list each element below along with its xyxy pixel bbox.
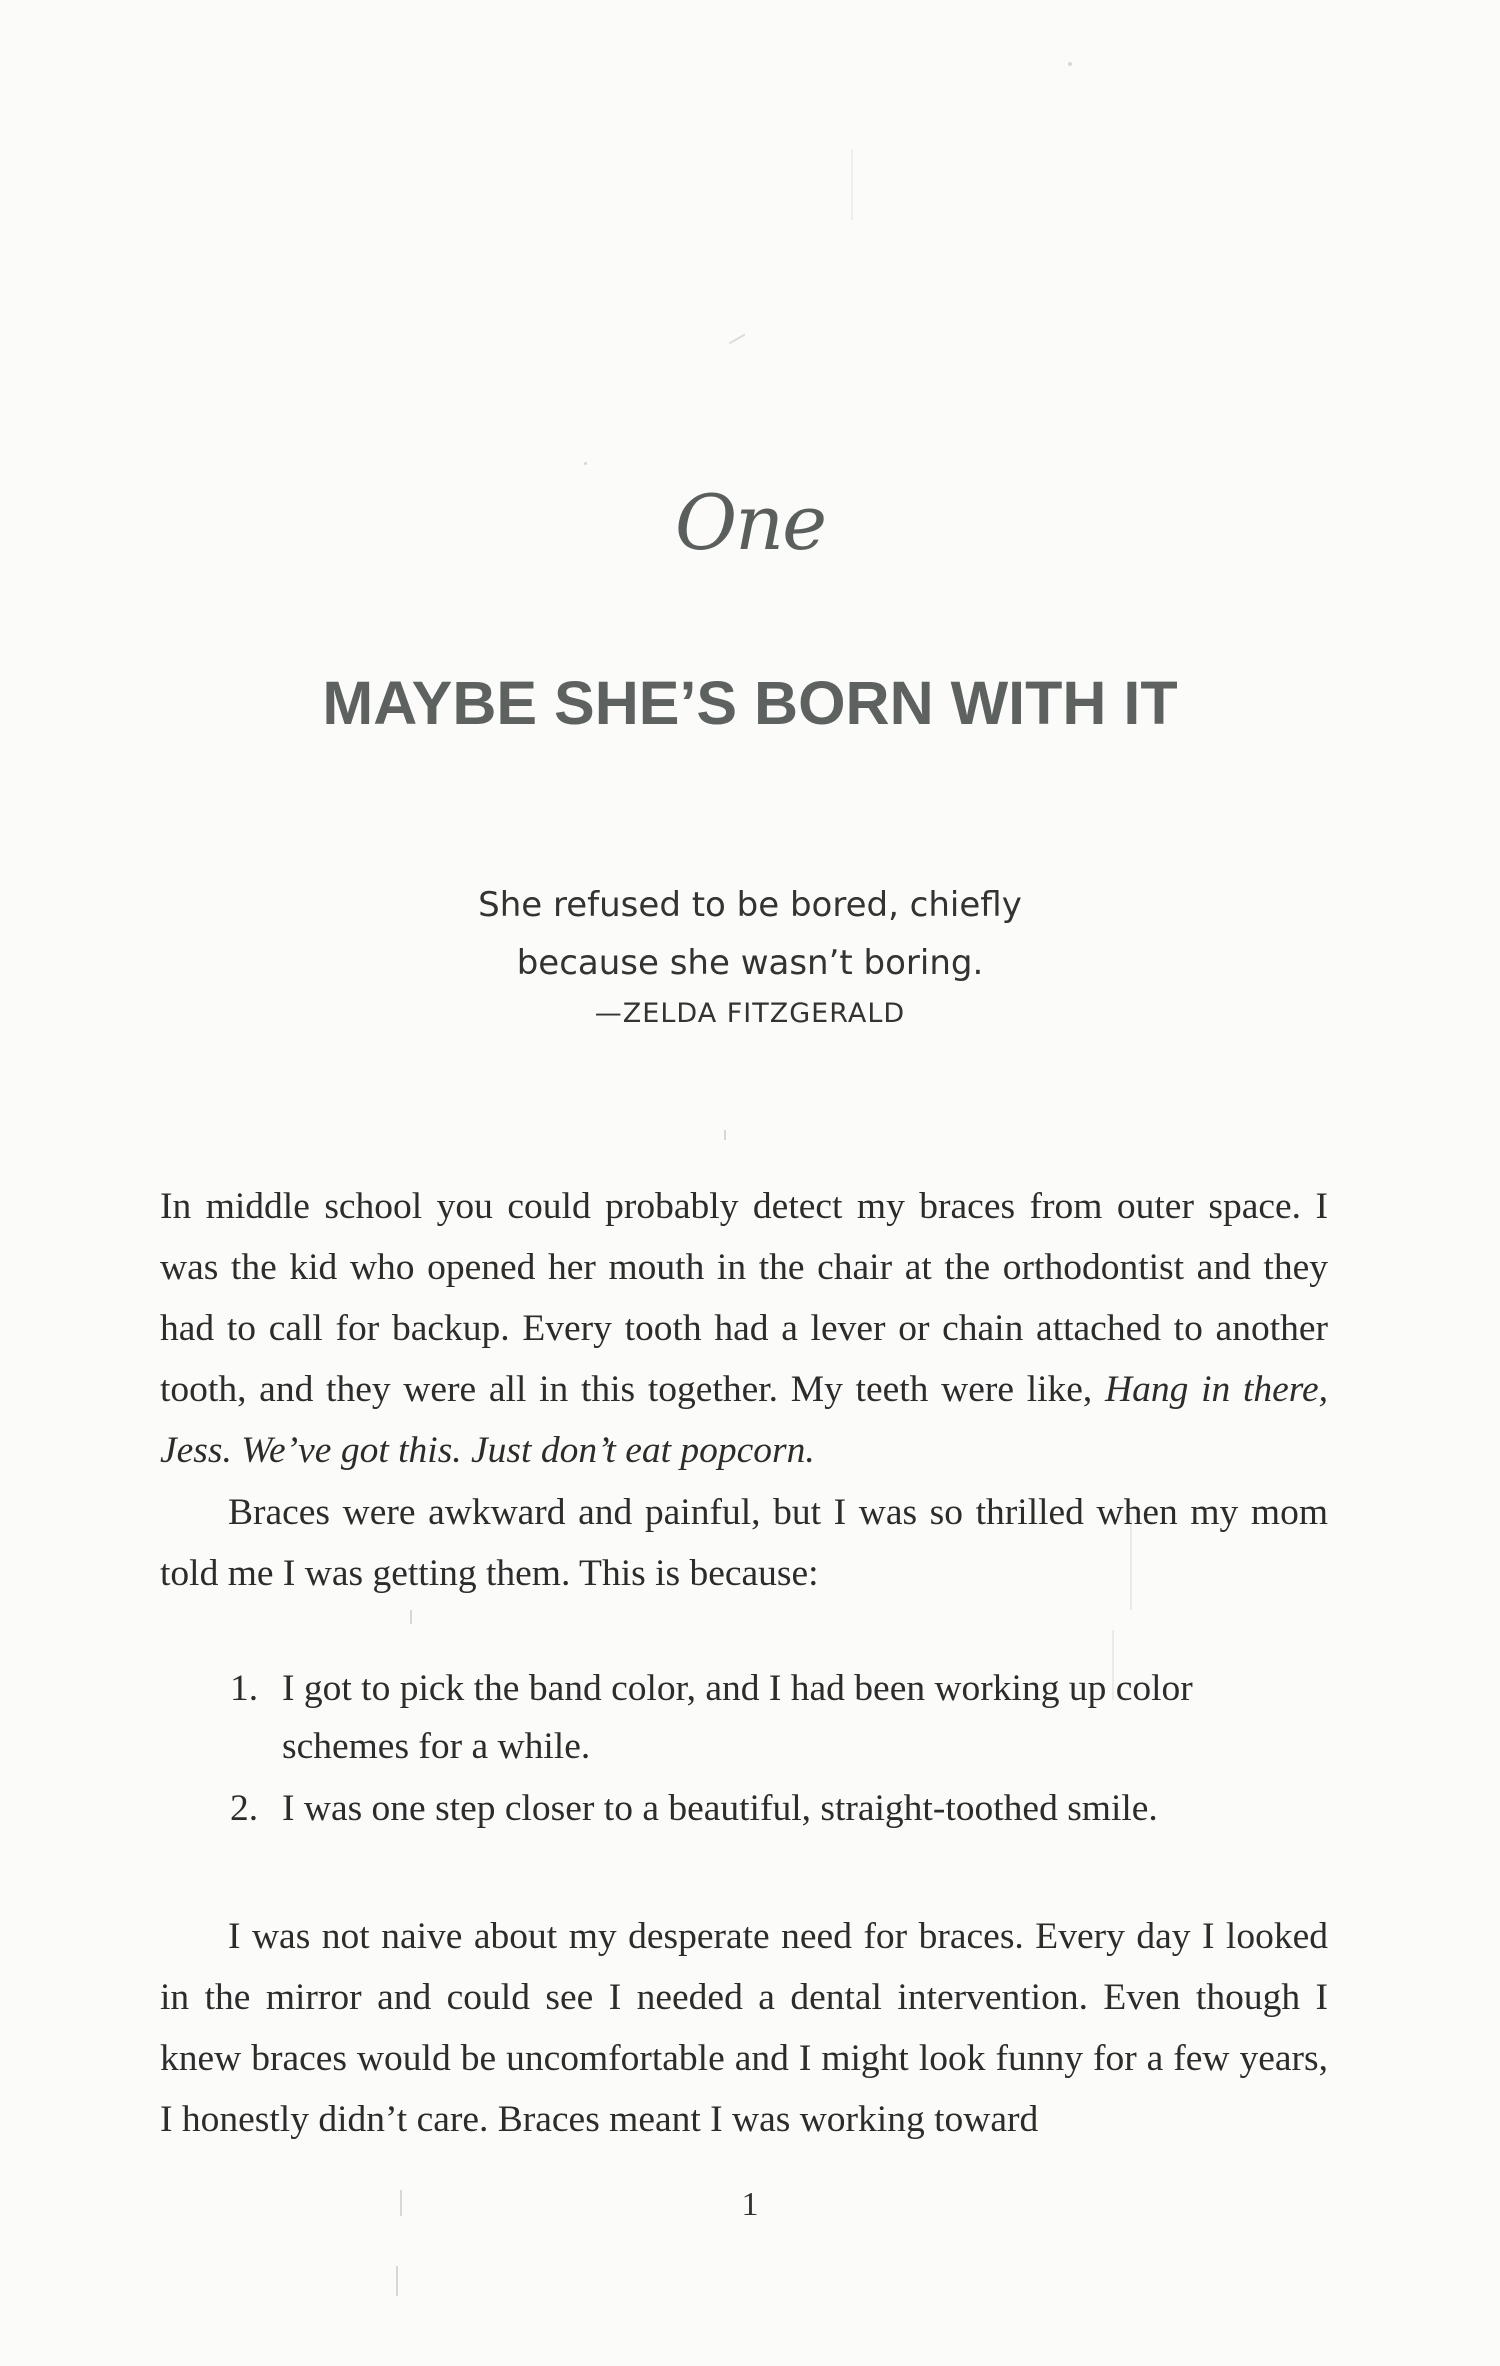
paragraph-1-text: In middle school you could probably detect my braces from outer space. I was the kid who opened her mouth in the chair at the orthodontist and they had to call for backup. Every tooth had a lever or chain attached to another tooth, and they were all in this together. My teeth were like, bbox=[160, 1186, 1328, 1410]
paragraph-3: I was not naive about my desperate need for braces. Every day I looked in the mirror and could see I needed a dental intervention. Even though I knew braces would be uncomfortable and I might look funny for a few years, I honestly didn’t care. Braces meant I was working toward bbox=[160, 1916, 1328, 2140]
epigraph-line-1: She refused to be bored, chiefly bbox=[478, 885, 1022, 925]
chapter-title: MAYBE SHE’S BORN WITH IT bbox=[322, 669, 1178, 737]
scan-speck bbox=[1068, 62, 1072, 66]
scan-speck bbox=[584, 462, 587, 465]
epigraph-attribution: —ZELDA FITZGERALD bbox=[594, 998, 906, 1029]
paragraph-2: Braces were awkward and painful, but I was so thrilled when my mom told me I was getting them. This is because: bbox=[160, 1492, 1328, 1594]
list-item-text: I was one step closer to a beautiful, straight-toothed smile. bbox=[282, 1788, 1158, 1829]
reasons-list bbox=[230, 1660, 1290, 1842]
epigraph-line-2: because she wasn’t boring. bbox=[516, 943, 984, 983]
chapter-number: One bbox=[674, 478, 826, 567]
scan-speck bbox=[410, 1610, 412, 1624]
list-item-number: 2. bbox=[230, 1788, 259, 1829]
list-item-number: 1. bbox=[230, 1668, 259, 1709]
paragraph-1 bbox=[160, 1176, 1328, 1481]
list-item bbox=[230, 1780, 1290, 1838]
scan-speck bbox=[396, 2266, 398, 2296]
list-item-text: I got to pick the band color, and I had been working up color schemes for a while. bbox=[282, 1668, 1193, 1767]
list-item bbox=[230, 1660, 1290, 1776]
scan-speck bbox=[851, 150, 853, 220]
scan-speck bbox=[729, 334, 746, 345]
page-number: 1 bbox=[741, 2186, 759, 2223]
epigraph bbox=[0, 876, 1500, 1036]
scan-speck bbox=[724, 1130, 726, 1140]
paragraph-1-italic: Hang in there, Jess. We’ve got this. Just don’t eat popcorn. bbox=[160, 1369, 1328, 1471]
